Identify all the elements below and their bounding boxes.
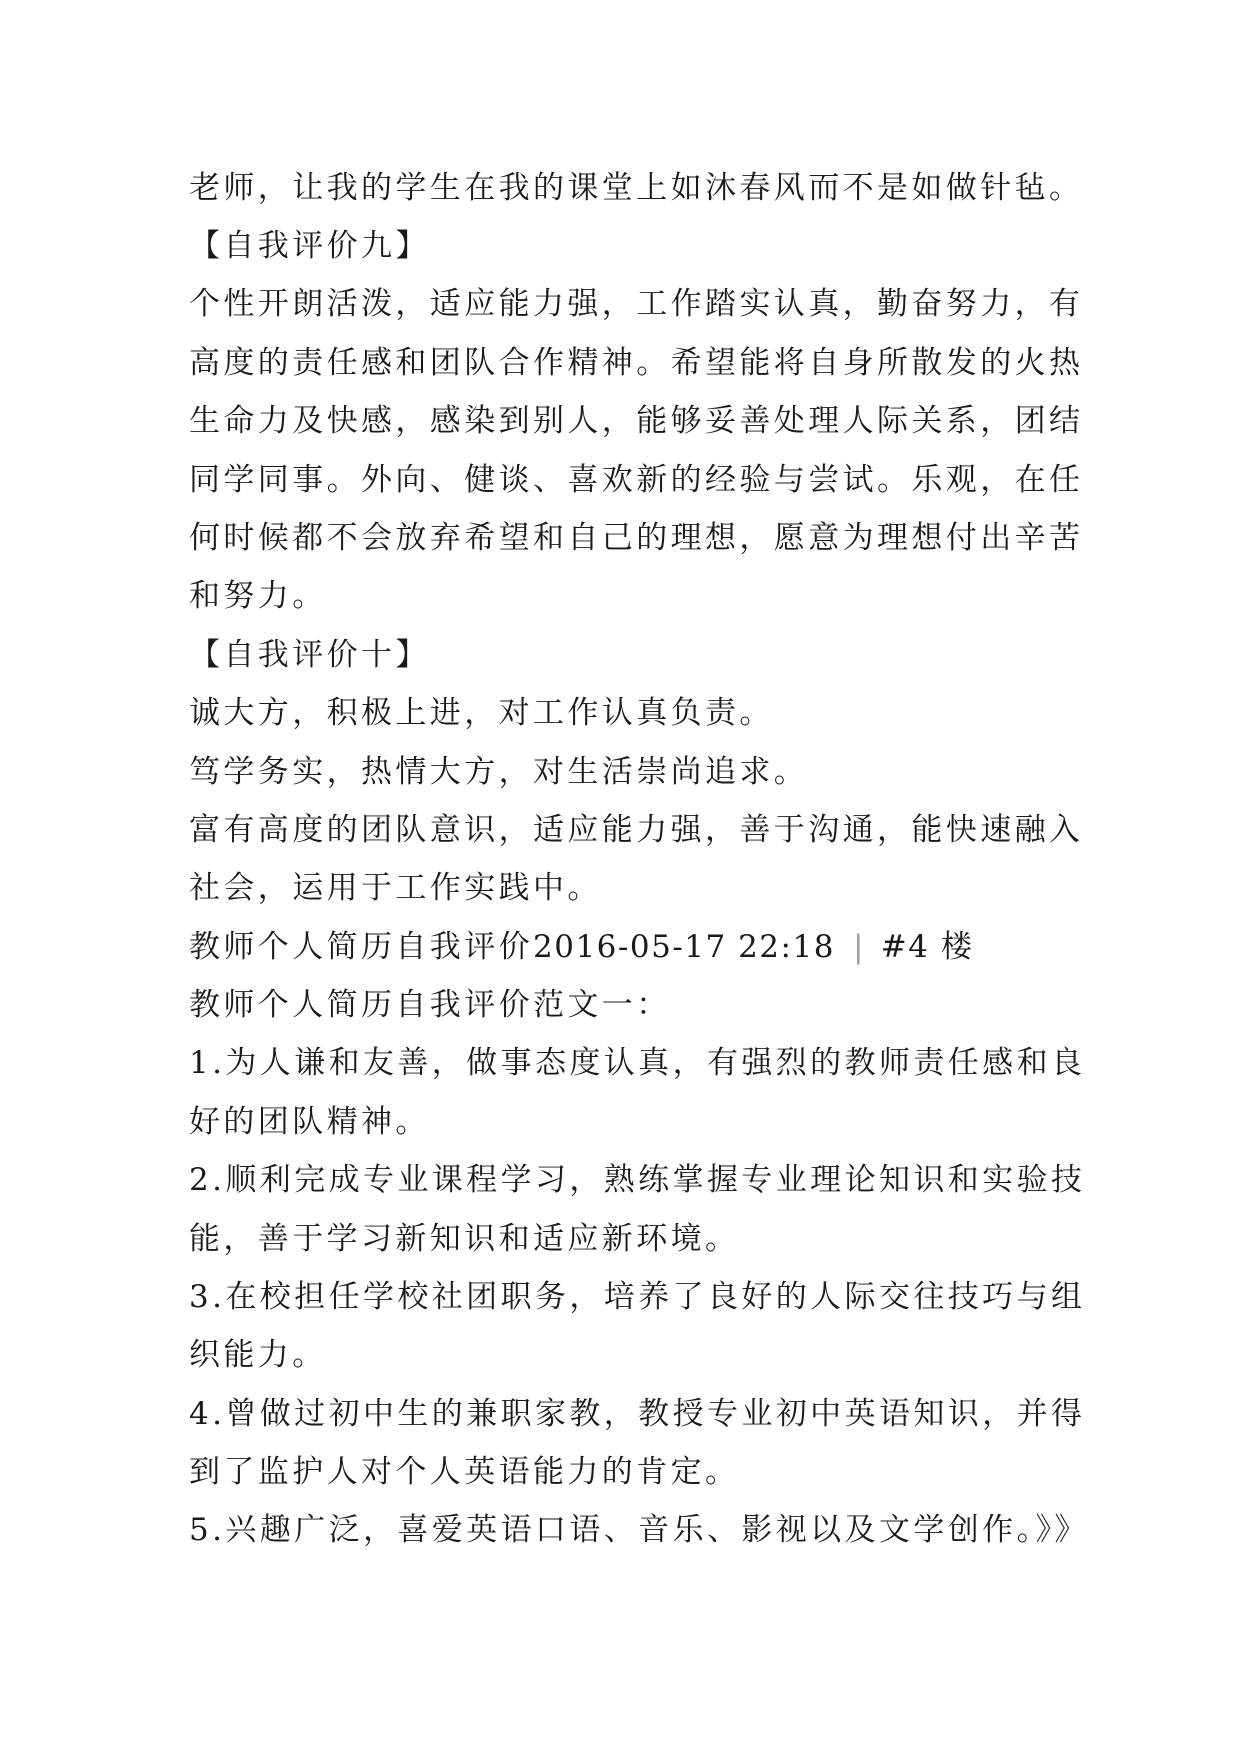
text-line: 织能力。	[189, 1337, 327, 1373]
text-line: 社会，运用于工作实践中。	[189, 870, 602, 906]
text-line: 能，善于学习新知识和适应新环境。	[189, 1221, 740, 1257]
text-line: 老师，让我的学生在我的课堂上如沐春风而不是如做针毡。	[189, 170, 1084, 206]
text-line: 同学同事。外向、健谈、喜欢新的经验与尝试。乐观，在任	[189, 462, 1084, 498]
section-heading: 【自我评价九】	[189, 228, 430, 264]
section-heading: 【自我评价十】	[189, 637, 430, 673]
list-item: 2.顺利完成专业课程学习，熟练掌握专业理论知识和实验技	[189, 1162, 1086, 1198]
post-meta	[189, 927, 973, 967]
text-line: 笃学务实，热情大方，对生活崇尚追求。	[189, 754, 809, 790]
text-line: 好的团队精神。	[189, 1104, 430, 1140]
list-item: 3.在校担任学校社团职务，培养了良好的人际交往技巧与组	[189, 1279, 1086, 1315]
text-line: 何时候都不会放弃希望和自己的理想，愿意为理想付出辛苦	[189, 520, 1084, 556]
list-item: 4.曾做过初中生的兼职家教，教授专业初中英语知识，并得	[189, 1396, 1086, 1432]
text-line: 个性开朗活泼，适应能力强，工作踏实认真，勤奋努力，有	[189, 286, 1084, 322]
list-item: 1.为人谦和友善，做事态度认真，有强烈的教师责任感和良	[189, 1045, 1086, 1081]
text-line: 和努力。	[189, 578, 327, 614]
list-item: 5.兴趣广泛，喜爱英语口语、音乐、影视以及文学创作。》》	[189, 1512, 1089, 1548]
text-line: 生命力及快感，感染到别人，能够妥善处理人际关系，团结	[189, 403, 1084, 439]
text-line: 教师个人简历自我评价范文一：	[189, 987, 671, 1023]
post-datetime: 2016-05-17 22:18	[533, 929, 835, 965]
meta-separator: |	[852, 929, 867, 965]
text-line: 诚大方，积极上进，对工作认真负责。	[189, 695, 774, 731]
text-line: 到了监护人对个人英语能力的肯定。	[189, 1454, 740, 1490]
text-line: 富有高度的团队意识，适应能力强，善于沟通，能快速融入	[189, 812, 1084, 848]
text-line: 高度的责任感和团队合作精神。希望能将自身所散发的火热	[189, 345, 1084, 381]
post-floor: #4 楼	[880, 929, 974, 965]
post-title: 教师个人简历自我评价	[189, 929, 533, 965]
